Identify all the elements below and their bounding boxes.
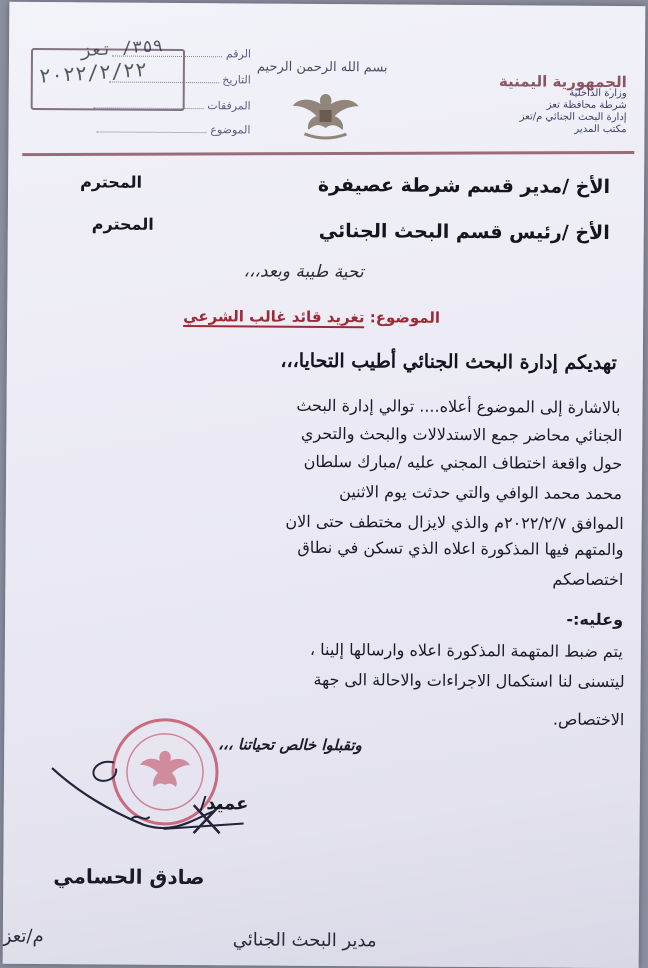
attachments-field bbox=[90, 98, 251, 112]
eagle-emblem-icon bbox=[290, 84, 360, 144]
republic-name: الجمهورية اليمنية bbox=[498, 72, 627, 92]
greeting: تحية طيبة وبعد،،، bbox=[243, 261, 364, 283]
subject-label: الموضوع: bbox=[369, 308, 441, 327]
subject-line bbox=[183, 307, 440, 327]
document-page bbox=[3, 2, 646, 968]
therefore-label: وعليه:- bbox=[566, 609, 624, 630]
attachments-label: المرفقات bbox=[207, 99, 251, 113]
body-line-4: محمد محمد الوافي والتي حدثت يوم الاثنين bbox=[339, 482, 623, 504]
subject-value: تغريد قائد غالب الشرعي bbox=[183, 307, 365, 327]
date-value: ٢٠٢٢/٢/٢٢ bbox=[38, 56, 148, 88]
date-label: التاريخ bbox=[222, 73, 251, 87]
body-line-6: والمتهم فيها المذكورة اعلاه الذي تسكن في نطاق bbox=[297, 537, 624, 560]
action-line-2: ليتسنى لنا استكمال الاجراءات والاحالة الى جهة bbox=[313, 669, 625, 692]
body-line-1: بالاشارة إلى الموضوع أعلاه.... توالي إدارة البحث bbox=[296, 395, 621, 418]
ref-label: الرقم bbox=[225, 47, 252, 61]
body-line-3: حول واقعة اختطاف المجني عليه /مبارك سلطان bbox=[303, 451, 623, 474]
subject-field bbox=[93, 122, 251, 136]
addressee-2-title: المحترم bbox=[91, 214, 154, 234]
office-name: مكتب المدير bbox=[574, 123, 627, 136]
bottom-title: مدير البحث الجنائي bbox=[232, 929, 377, 952]
signatory-name: صادق الحسامي bbox=[53, 864, 205, 890]
subject-field-label: الموضوع bbox=[210, 123, 251, 137]
police-name: شرطة محافظة تعز bbox=[546, 99, 627, 112]
letterhead-left bbox=[28, 36, 252, 150]
header-divider bbox=[22, 151, 634, 156]
body-line-5: الموافق ٢٠٢٢/٢/٧م والذي لايزال مختطف حتى الان bbox=[285, 511, 624, 534]
addressee-1: الأخ /مدير قسم شرطة عصيفرة bbox=[317, 173, 611, 198]
action-line-1: يتم ضبط المتهمة المذكورة اعلاه وارسالها إلينا ، bbox=[309, 639, 623, 662]
addressee-2: الأخ /رئيس قسم البحث الجنائي bbox=[318, 219, 610, 244]
action-line-3: الاختصاص. bbox=[552, 709, 625, 730]
intro-line: تهديكم إدارة البحث الجنائي أطيب التحايا،،، bbox=[280, 349, 617, 375]
closing-line: وتقبلوا خالص تحياتنا ،،، bbox=[218, 735, 362, 755]
ref-number: ٣٥٩/ تعز bbox=[80, 36, 164, 62]
bottom-location: م/تعز bbox=[2, 925, 44, 948]
addressee-1-title: المحترم bbox=[80, 172, 143, 192]
department-name: إدارة البحث الجنائي م/تعز bbox=[519, 111, 627, 124]
ministry-name: وزارة الداخلية bbox=[569, 87, 627, 100]
signatory-rank: عميد/ bbox=[199, 793, 249, 815]
body-line-2: الجنائي محاضر جمع الاستدلالات والبحث والتحري bbox=[300, 423, 623, 446]
letterhead-right bbox=[498, 72, 627, 136]
basmala: بسم الله الرحمن الرحيم bbox=[256, 59, 388, 76]
body-line-7: اختصاصكم bbox=[552, 569, 624, 590]
